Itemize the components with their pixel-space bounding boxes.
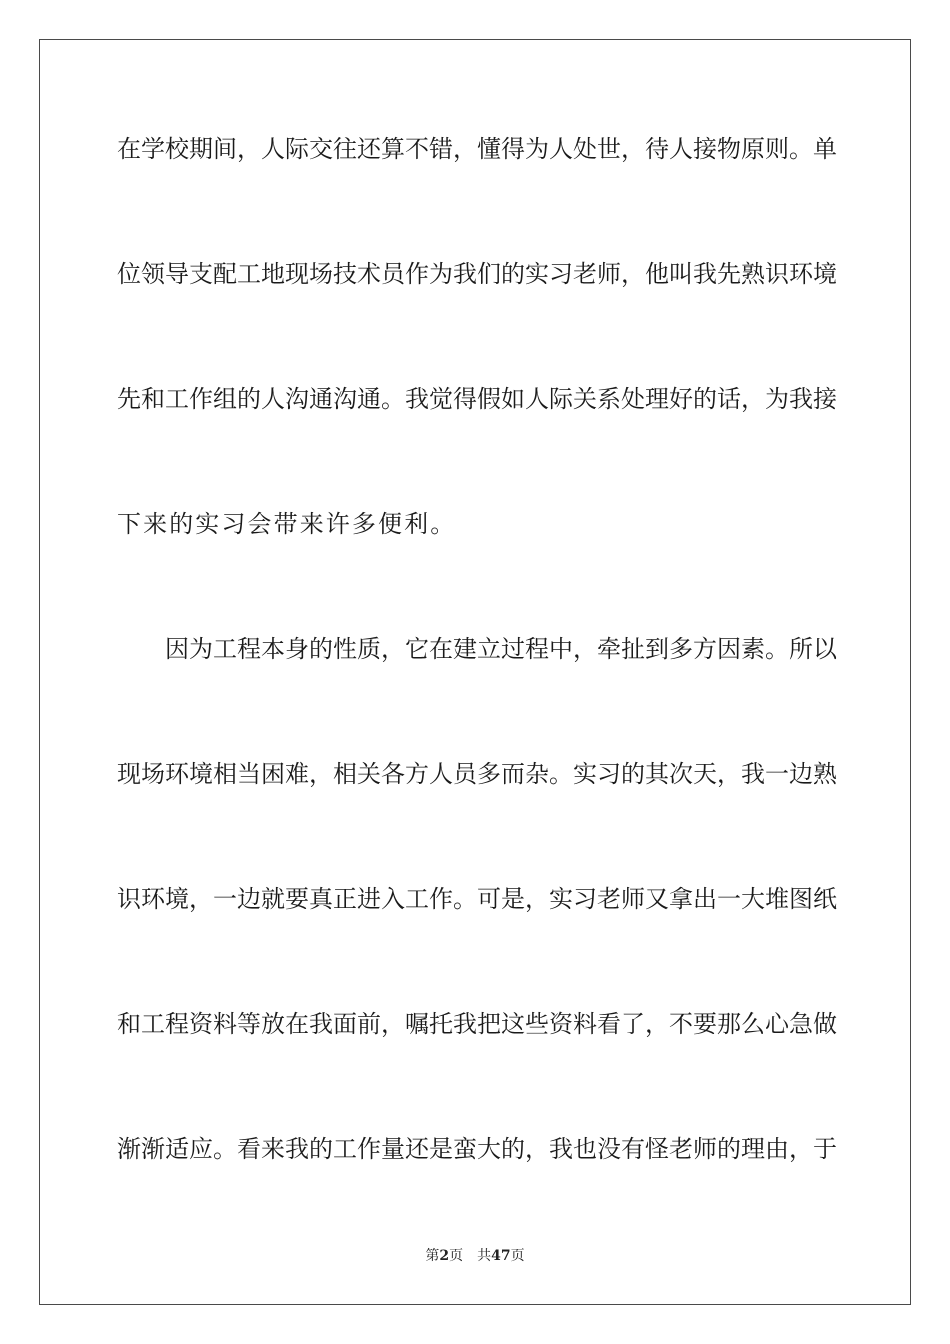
page-border [39, 39, 911, 1305]
total-pages: 47 [491, 1248, 511, 1264]
total-prefix: 共 [477, 1248, 492, 1264]
page-number: 2 [439, 1248, 450, 1264]
page-prefix: 第 [425, 1248, 440, 1264]
body-text-line: 和工程资料等放在我面前，嘱托我把这些资料看了，不要那么心急做 [117, 1010, 837, 1038]
page-footer [0, 1247, 950, 1265]
body-text-line: 先和工作组的人沟通沟通。我觉得假如人际关系处理好的话，为我接 [117, 385, 837, 413]
page-suffix: 页 [449, 1248, 464, 1264]
total-suffix: 页 [510, 1248, 525, 1264]
body-text-line: 识环境，一边就要真正进入工作。可是，实习老师又拿出一大堆图纸 [117, 885, 837, 913]
body-text-line: 现场环境相当困难，相关各方人员多而杂。实习的其次天，我一边熟 [117, 760, 837, 788]
body-text-line: 位领导支配工地现场技术员作为我们的实习老师，他叫我先熟识环境 [117, 260, 837, 288]
body-text-line: 渐渐适应。看来我的工作量还是蛮大的，我也没有怪老师的理由，于 [117, 1135, 837, 1163]
paragraph-first-line: 因为工程本身的性质，它在建立过程中，牵扯到多方因素。所以 [165, 635, 837, 663]
body-text-line: 下来的实习会带来许多便利。 [117, 510, 457, 538]
body-text-line: 在学校期间，人际交往还算不错，懂得为人处世，待人接物原则。单 [117, 135, 837, 163]
